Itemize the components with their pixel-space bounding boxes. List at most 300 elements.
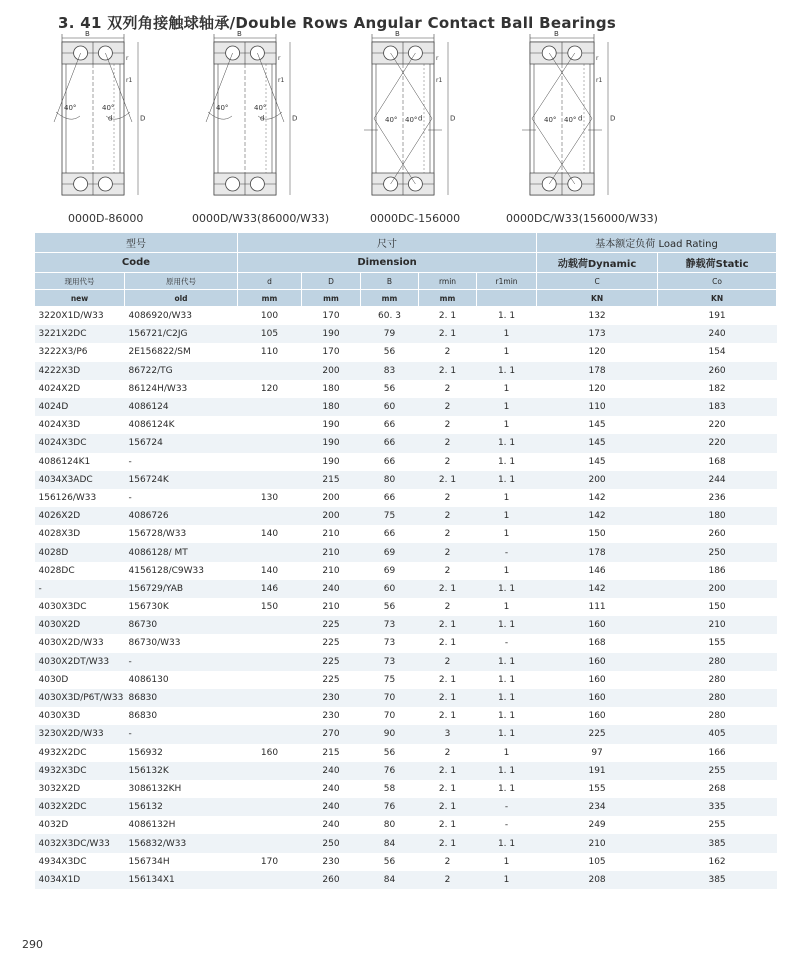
header-old-cn: 原用代号: [125, 273, 238, 290]
cell-dim-rmin: 2. 1: [419, 834, 477, 852]
cell-dim-rmin: 2: [444, 602, 451, 613]
cell-code-new: 3221X2DC: [35, 325, 125, 343]
table-row: [35, 689, 777, 707]
cell-load-Co: 280: [658, 653, 777, 671]
cell-dim-D: 240: [322, 783, 340, 794]
cell-dim-rmin: 2: [419, 507, 477, 525]
cell-dim-B: 76: [361, 798, 419, 816]
cell-dim-rmin: 2. 1: [419, 798, 477, 816]
cell-load-Co: 200: [658, 580, 777, 598]
cell-dim-d: [238, 434, 302, 452]
table-row: [35, 725, 777, 743]
table-row: [35, 343, 777, 361]
cell-dim-r1min: 1: [503, 383, 510, 394]
cell-dim-B: 73: [361, 616, 419, 634]
cell-dim-D: 210: [322, 529, 340, 540]
cell-dim-D: 200: [302, 507, 361, 525]
cell-load-Co: 280: [708, 711, 726, 722]
cell-code-new: 4024X3DC: [35, 434, 125, 452]
cell-dim-D: 180: [302, 398, 361, 416]
cell-code-new: 4028D: [35, 543, 125, 561]
cell-dim-d: [238, 871, 302, 889]
cell-dim-d: [238, 725, 302, 743]
cell-dim-rmin: 2. 1: [419, 689, 477, 707]
header-unit-mm: mm: [361, 290, 419, 307]
header-row-2: [35, 253, 777, 273]
bearing-diagrams: [0, 30, 810, 230]
cell-dim-D: 270: [302, 725, 361, 743]
cell-dim-B: 80: [361, 471, 419, 489]
table-row: [35, 398, 777, 416]
cell-code-new: 156126/W33: [38, 492, 97, 503]
cell-dim-d: [238, 416, 302, 434]
page-title: 3. 41 双列角接触球轴承/Double Rows Angular Contact Ball Bearings: [58, 14, 617, 32]
header-static: 静载荷Static: [658, 253, 777, 273]
table-row: [35, 525, 777, 543]
cell-code-new: 4028DC: [38, 565, 75, 576]
width-label: B: [85, 30, 90, 38]
table-row: [35, 416, 777, 434]
outer-diameter-label: D: [610, 114, 616, 123]
cell-dim-rmin: 3: [419, 725, 477, 743]
cell-code-old: 156832/W33: [125, 834, 238, 852]
cell-load-C: 160: [588, 674, 606, 685]
table-row: [35, 307, 777, 326]
cell-dim-D: 225: [302, 653, 361, 671]
cell-dim-B: 79: [361, 325, 419, 343]
cell-code-new: 4932X2DC: [38, 747, 87, 758]
cell-code-new: 4034X1D: [35, 871, 125, 889]
cell-code-old: 3086132KH: [128, 783, 182, 794]
cell-dim-d: 150: [260, 602, 279, 613]
cell-code-new: 4030D: [38, 674, 69, 685]
cell-dim-B: 66: [361, 434, 419, 452]
cell-dim-B: 56: [383, 347, 396, 358]
cell-dim-D: 215: [302, 471, 361, 489]
r1-label: r1: [436, 77, 443, 84]
cell-dim-B: 69: [383, 565, 396, 576]
cell-dim-r1min: -: [477, 798, 537, 816]
cell-load-Co: 182: [708, 383, 726, 394]
cell-dim-D: 225: [322, 674, 340, 685]
cell-dim-B: 69: [361, 543, 419, 561]
cell-dim-D: 225: [302, 616, 361, 634]
cell-dim-rmin: 2: [444, 420, 451, 431]
cell-code-new: 4024X2D: [38, 383, 81, 394]
cell-load-Co: 220: [658, 434, 777, 452]
cell-code-new: 4030X3D/P6T/W33: [35, 689, 125, 707]
bearing-diagram-3: [364, 30, 455, 195]
cell-dim-D: 260: [302, 871, 361, 889]
cell-code-old: -: [125, 725, 238, 743]
cell-load-C: 168: [588, 638, 606, 649]
cell-code-new: 4024X3D: [38, 420, 81, 431]
cell-load-Co: 210: [658, 616, 777, 634]
cell-code-old: 156132: [125, 798, 238, 816]
ball: [74, 177, 88, 191]
cell-load-Co: 385: [658, 871, 777, 889]
cell-dim-rmin: 2. 1: [438, 820, 457, 831]
cell-dim-D: 200: [322, 492, 340, 503]
cell-dim-D: 230: [322, 711, 340, 722]
cell-code-old: 86722/TG: [125, 362, 238, 380]
cell-dim-rmin: 2. 1: [419, 580, 477, 598]
table-row: [35, 780, 777, 798]
cell-dim-B: 80: [383, 820, 396, 831]
cell-load-Co: 405: [658, 725, 777, 743]
table-row: [35, 362, 777, 380]
cell-load-Co: 280: [658, 689, 777, 707]
cell-load-C: 142: [588, 492, 606, 503]
table-row: [35, 325, 777, 343]
cell-dim-D: 210: [302, 543, 361, 561]
cell-dim-r1min: -: [477, 543, 537, 561]
cell-code-old: 86830: [128, 711, 158, 722]
width-label: B: [554, 30, 559, 38]
cell-code-old: 156734H: [128, 856, 170, 867]
r-label: r: [126, 55, 129, 62]
cell-load-Co: 280: [708, 674, 726, 685]
angle-label: 40°: [385, 116, 398, 124]
cell-load-Co: 250: [658, 543, 777, 561]
header-row-1: [35, 233, 777, 253]
cell-dim-B: 75: [383, 674, 396, 685]
cell-dim-rmin: 2: [444, 492, 451, 503]
table-row: [35, 707, 777, 725]
cell-dim-B: 56: [383, 747, 396, 758]
cell-dim-d: [238, 398, 302, 416]
cell-dim-B: 56: [383, 383, 396, 394]
cell-dim-B: 84: [361, 871, 419, 889]
angle-label: 40°: [216, 104, 229, 112]
cell-dim-D: 230: [322, 856, 340, 867]
cell-dim-r1min: 1. 1: [497, 674, 516, 685]
cell-dim-d: 140: [260, 529, 279, 540]
cell-dim-D: 240: [302, 762, 361, 780]
cell-code-new: 4032D: [38, 820, 69, 831]
cell-load-C: 210: [537, 834, 658, 852]
cell-dim-d: 160: [260, 747, 279, 758]
cell-dim-r1min: 1. 1: [477, 653, 537, 671]
header-row-3: [35, 273, 777, 290]
angle-label: 40°: [564, 116, 577, 124]
cell-dim-rmin: 2. 1: [419, 362, 477, 380]
cell-dim-r1min: 1. 1: [477, 834, 537, 852]
angle-label: 40°: [405, 116, 418, 124]
cell-dim-rmin: 2: [444, 747, 451, 758]
cell-load-Co: 180: [658, 507, 777, 525]
cell-dim-d: 120: [260, 383, 279, 394]
outer-diameter-label: D: [450, 114, 456, 123]
cell-load-C: 160: [537, 689, 658, 707]
r-label: r: [436, 55, 439, 62]
cell-dim-r1min: 1. 1: [477, 725, 537, 743]
cell-dim-B: 84: [361, 834, 419, 852]
cell-code-new: 4032X2DC: [35, 798, 125, 816]
cell-code-old: 156721/C2JG: [125, 325, 238, 343]
cell-dim-B: 83: [361, 362, 419, 380]
r-label: r: [278, 55, 281, 62]
table-row: [35, 380, 777, 398]
cell-code-old: 86124H/W33: [128, 383, 188, 394]
header-new-cn: 现用代号: [35, 273, 125, 290]
bearing-diagram-1: [54, 30, 145, 195]
cell-dim-D: 215: [322, 747, 340, 758]
diagram-caption: 0000DC-156000: [370, 212, 461, 225]
cell-dim-rmin: 2: [419, 543, 477, 561]
ball: [226, 177, 240, 191]
cell-code-new: 4934X3DC: [38, 856, 87, 867]
cell-dim-d: [238, 362, 302, 380]
outer-diameter-label: D: [140, 114, 146, 123]
cell-dim-r1min: -: [504, 638, 509, 649]
bore-diameter-label: d: [578, 114, 583, 123]
header-col-d: d: [238, 273, 302, 290]
cell-dim-r1min: 1. 1: [477, 616, 537, 634]
angle-label: 40°: [544, 116, 557, 124]
table-row: [35, 871, 777, 889]
cell-dim-r1min: 1. 1: [497, 456, 516, 467]
cell-dim-rmin: 2. 1: [419, 471, 477, 489]
cell-dim-rmin: 2. 1: [438, 638, 457, 649]
angle-label: 40°: [102, 104, 115, 112]
cell-dim-B: 58: [383, 783, 396, 794]
table-row: [35, 816, 777, 834]
cell-dim-d: [238, 671, 302, 689]
header-col-r1min: r1min: [477, 273, 537, 290]
cell-load-Co: 168: [708, 456, 726, 467]
cell-code-old: 4086124K: [128, 420, 175, 431]
header-col-D: D: [302, 273, 361, 290]
cell-dim-r1min: 1: [477, 507, 537, 525]
angle-arc: [208, 112, 232, 119]
cell-dim-rmin: 2: [444, 347, 451, 358]
cell-dim-d: [238, 616, 302, 634]
cell-dim-B: 60: [361, 580, 419, 598]
cell-load-Co: 268: [708, 783, 726, 794]
cell-dim-d: 170: [260, 856, 279, 867]
table-row: [35, 562, 777, 580]
cell-dim-B: 56: [383, 602, 396, 613]
header-unit-mm: mm: [238, 290, 302, 307]
cell-dim-D: 190: [302, 325, 361, 343]
ball: [250, 177, 264, 191]
cell-code-old: -: [128, 492, 132, 503]
cell-dim-B: 60: [361, 398, 419, 416]
cell-load-C: 150: [588, 529, 606, 540]
cell-dim-r1min: 1: [503, 529, 510, 540]
cell-dim-rmin: 2: [444, 565, 451, 576]
cell-dim-D: 240: [322, 820, 340, 831]
cell-code-new: 4030X2D: [35, 616, 125, 634]
cell-dim-rmin: 2. 1: [419, 616, 477, 634]
cell-dim-r1min: 1: [477, 398, 537, 416]
cell-dim-rmin: 2. 1: [438, 711, 457, 722]
header-old: old: [125, 290, 238, 307]
cell-load-C: 155: [588, 783, 606, 794]
cell-dim-B: 73: [361, 653, 419, 671]
cell-load-C: 160: [588, 711, 606, 722]
bearing-diagram-4: [522, 30, 615, 195]
cell-dim-d: [238, 453, 302, 471]
cell-code-new: 4030X2DT/W33: [35, 653, 125, 671]
cell-dim-r1min: 1. 1: [477, 362, 537, 380]
cell-dim-B: 66: [383, 529, 396, 540]
table-row: [35, 598, 777, 616]
cell-load-Co: 260: [658, 362, 777, 380]
cell-code-old: 86730: [125, 616, 238, 634]
cell-dim-B: 70: [383, 711, 396, 722]
table-row: [35, 671, 777, 689]
cell-dim-r1min: 1: [503, 492, 510, 503]
cell-dim-B: 56: [383, 856, 396, 867]
header-load-rating: 基本额定负荷 Load Rating: [537, 233, 777, 253]
cell-code-old: 156728/W33: [128, 529, 187, 540]
header-unit-kn: KN: [658, 290, 777, 307]
cell-dim-d: 130: [260, 492, 279, 503]
cell-code-new: 4026X2D: [35, 507, 125, 525]
cell-load-C: 145: [588, 420, 606, 431]
cell-load-C: 200: [537, 471, 658, 489]
header-new: new: [35, 290, 125, 307]
table-row: [35, 834, 777, 852]
cell-dim-rmin: 2: [444, 856, 451, 867]
cell-load-C: 110: [537, 398, 658, 416]
bore-diameter-label: d: [418, 114, 423, 123]
cell-dim-B: 60. 3: [378, 311, 401, 322]
cell-code-old: 156134X1: [125, 871, 238, 889]
cell-load-C: 132: [588, 311, 606, 322]
cell-load-C: 120: [588, 347, 606, 358]
diagram-caption: 0000D-86000: [68, 212, 144, 225]
header-dimension: Dimension: [238, 253, 537, 273]
cell-dim-d: 110: [260, 347, 279, 358]
angle-arc: [56, 112, 80, 119]
header-size-cn: 尺寸: [238, 233, 537, 253]
header-col-Co: Co: [658, 273, 777, 290]
cell-dim-B: 75: [361, 507, 419, 525]
cell-code-new: 4086124K1: [38, 456, 91, 467]
cell-dim-d: 100: [260, 311, 279, 322]
cell-dim-B: 66: [383, 456, 396, 467]
header-unit-kn: KN: [537, 290, 658, 307]
cell-load-C: 142: [537, 580, 658, 598]
cell-load-Co: 385: [658, 834, 777, 852]
cell-code-old: 2E156822/SM: [128, 347, 191, 358]
cell-dim-r1min: 1: [477, 871, 537, 889]
table-row: [35, 434, 777, 452]
page-number: 290: [22, 938, 43, 951]
cell-dim-d: [238, 798, 302, 816]
cell-dim-D: 170: [322, 311, 340, 322]
cell-dim-r1min: 1. 1: [497, 311, 516, 322]
r1-label: r1: [126, 77, 133, 84]
cell-code-old: 156729/YAB: [125, 580, 238, 598]
cell-dim-d: [238, 780, 302, 798]
cell-load-C: 249: [588, 820, 606, 831]
table-row: [35, 744, 777, 762]
cell-load-Co: 220: [708, 420, 726, 431]
table-row: [35, 489, 777, 507]
cell-code-old: 156724: [125, 434, 238, 452]
cell-load-C: 97: [591, 747, 603, 758]
header-col-B: B: [361, 273, 419, 290]
cell-load-C: 178: [537, 362, 658, 380]
cell-dim-d: [238, 707, 302, 725]
cell-dim-r1min: -: [504, 820, 509, 831]
header-code: Code: [35, 253, 238, 273]
cell-code-new: 4034X3ADC: [35, 471, 125, 489]
cell-dim-D: 170: [322, 347, 340, 358]
cell-dim-D: 225: [322, 638, 340, 649]
cell-code-new: -: [35, 580, 125, 598]
cell-code-new: 3222X3/P6: [38, 347, 88, 358]
cell-dim-d: [238, 834, 302, 852]
cell-code-old: 4086124: [125, 398, 238, 416]
cell-load-Co: 236: [708, 492, 726, 503]
diagram-caption: 0000DC/W33(156000/W33): [506, 212, 658, 225]
cell-dim-r1min: 1. 1: [477, 762, 537, 780]
cell-code-new: 3230X2D/W33: [35, 725, 125, 743]
ball: [98, 177, 112, 191]
cell-load-Co: 154: [708, 347, 726, 358]
cell-dim-d: [238, 762, 302, 780]
cell-code-new: 4030X3D: [38, 711, 81, 722]
cell-code-new: 4032X3DC/W33: [35, 834, 125, 852]
cell-code-new: 4030X3DC: [38, 602, 87, 613]
cell-dim-d: [238, 816, 302, 834]
cell-load-C: 105: [588, 856, 606, 867]
cell-dim-D: 210: [322, 602, 340, 613]
cell-load-Co: 240: [658, 325, 777, 343]
bore-diameter-label: d: [108, 114, 113, 123]
cell-dim-d: 105: [238, 325, 302, 343]
cell-load-C: 145: [588, 456, 606, 467]
header-row-4: [35, 290, 777, 307]
cell-dim-r1min: 1: [503, 565, 510, 576]
cell-code-old: 4086130: [128, 674, 169, 685]
cell-load-C: 225: [537, 725, 658, 743]
table-row: [35, 634, 777, 652]
table-row: [35, 653, 777, 671]
cell-dim-d: [238, 689, 302, 707]
cell-load-Co: 155: [708, 638, 726, 649]
cell-code-old: 156730K: [128, 602, 169, 613]
cell-dim-rmin: 2: [444, 383, 451, 394]
cell-dim-r1min: 1: [503, 347, 510, 358]
r1-label: r1: [596, 77, 603, 84]
cell-dim-B: 76: [361, 762, 419, 780]
cell-code-old: 156932: [128, 747, 163, 758]
cell-code-new: 4028X3D: [38, 529, 81, 540]
cell-load-C: 178: [537, 543, 658, 561]
cell-code-old: 156724K: [125, 471, 238, 489]
cell-dim-B: 66: [383, 420, 396, 431]
cell-dim-rmin: 2. 1: [438, 783, 457, 794]
table-row: [35, 616, 777, 634]
cell-code-new: 3032X2D: [38, 783, 81, 794]
cell-load-Co: 255: [658, 762, 777, 780]
angle-label: 40°: [254, 104, 267, 112]
cell-code-old: -: [125, 653, 238, 671]
cell-dim-r1min: 1. 1: [477, 580, 537, 598]
cell-code-old: 86830: [125, 689, 238, 707]
r1-label: r1: [278, 77, 285, 84]
cell-load-C: 208: [537, 871, 658, 889]
cell-load-C: 173: [537, 325, 658, 343]
cell-load-Co: 166: [708, 747, 726, 758]
cell-code-new: 4024D: [35, 398, 125, 416]
